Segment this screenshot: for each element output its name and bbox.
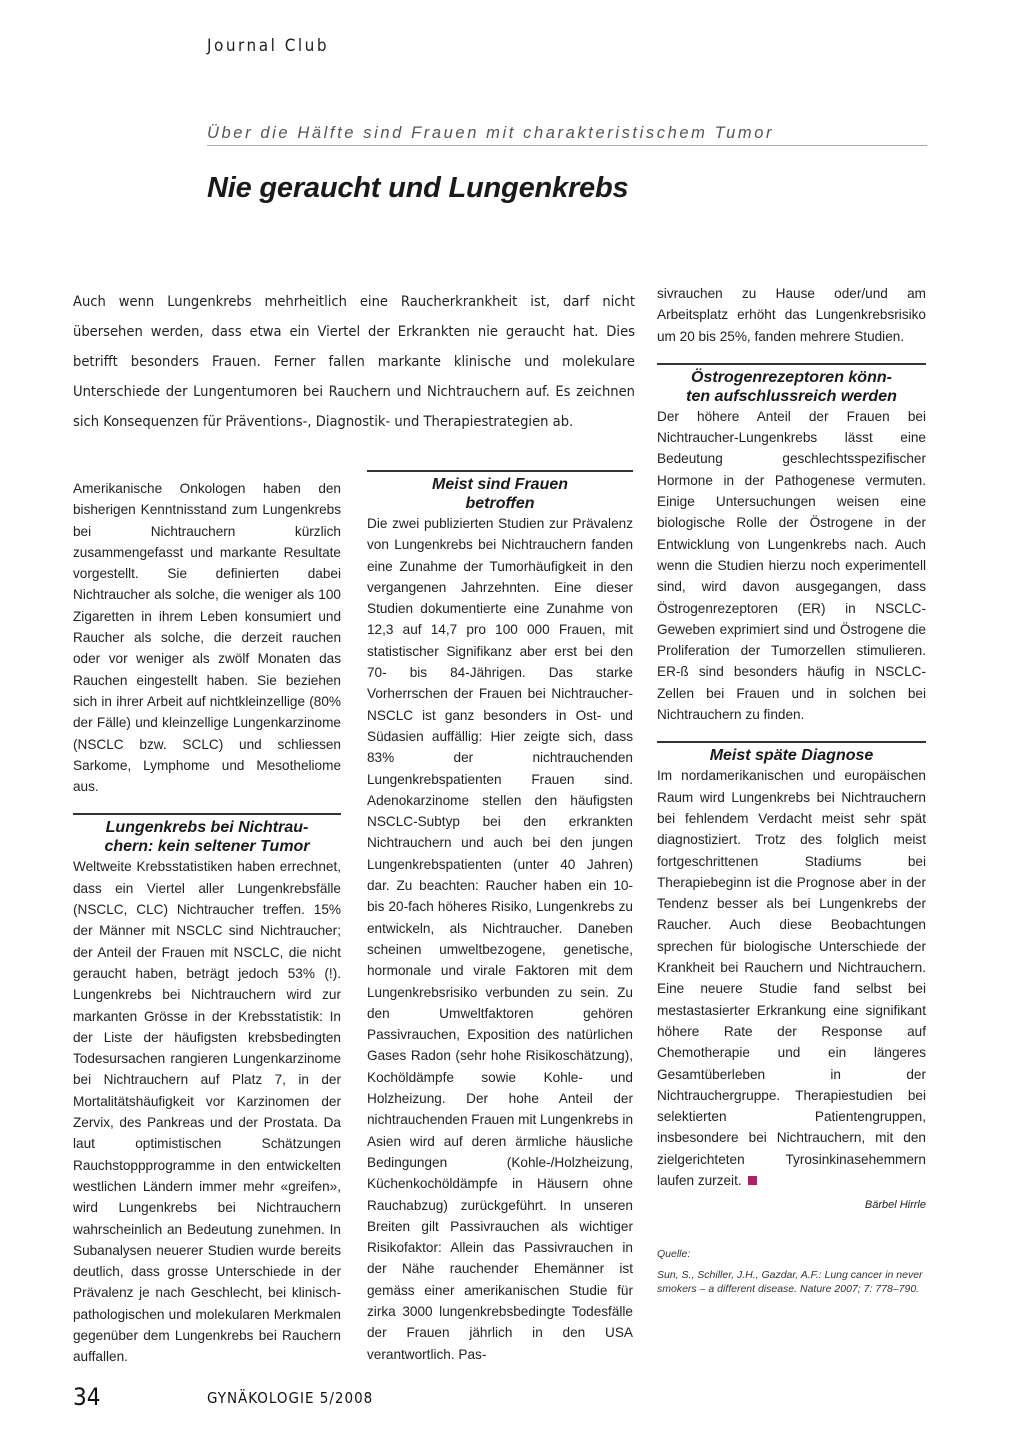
journal-issue: GYNÄKOLOGIE 5/2008 (207, 1389, 374, 1407)
section-label: Journal Club (207, 36, 330, 56)
page-number: 34 (73, 1383, 101, 1411)
column-1 (73, 478, 341, 1368)
subheading-women (367, 470, 633, 513)
body-paragraph-final (657, 765, 926, 1191)
column-2 (367, 470, 633, 1365)
subheading-diagnosis (657, 741, 926, 765)
source-citation: Sun, S., Schiller, J.H., Gazdar, A.F.: Lung cancer in never smokers – a different disease. Nature 2007; 7: 778–790. (657, 1269, 923, 1295)
continuation-paragraph: sivrauchen zu Hause oder/und am Arbeitsplatz erhöht das Lungenkrebsrisiko um 20 bis 25%, fanden mehrere Studien. (657, 286, 926, 344)
intro-paragraph: Amerikanische Onkologen haben den bisherigen Kenntnisstand zum Lungenkrebs bei Nichtrauchern kürzlich zusammengefasst und markante Resultate vorgestellt. Sie definierten dabei Nichtraucher als solche, die weniger als 100 Zigaretten in ihrem Leben konsumiert und Raucher als solche, die derzeit rauchen oder vor weniger als zwölf Monaten das Rauchen eingestellt haben. Sie beziehen sich in ihrer Arbeit auf nichtkleinzellige (80% der Fälle) und kleinzellige Lungenkarzinome (NSCLC bzw. SCLC) und schliessen Sarkome, Lymphome und Mesotheliome aus. (73, 481, 341, 795)
subheading-line: Östrogenrezeptoren könn- (691, 368, 892, 386)
subheading-line: chern: kein seltener Tumor (104, 838, 310, 856)
final-text: Im nordamerikanischen und europäischen Raum wird Lungenkrebs bei Nichtrauchern bei fehlendem Verdacht meist sehr spät diagnostiziert. Trotz des folglich meist fortgeschrittenen Stadiums bei Therapiebeginn ist die Prognose aber in der Tendenz besser als bei Lungenkrebs der Raucher. Auch diese Beobachtungen sprechen für biologische Unterschiede der Krankheit bei Rauchern und Nichtrauchern. Eine neuere Studie fand selbst bei mestastasierter Erkrankung eine signifikant höhere Rate der Response auf Chemotherapie und ein längeres Gesamtüberleben in der Nichtrauchergruppe. Therapiestudien bei selektierten Patientengruppen, insbesondere bei Nichtrauchern, mit den zielgerichteten Tyrosinkinasehemmern laufen zurzeit. (657, 768, 926, 1188)
end-mark-icon (748, 1176, 757, 1185)
body-paragraph: Weltweite Krebsstatistiken haben errechnet, dass ein Viertel aller Lungenkrebsfälle (NSCLC, CLC) Nichtraucher treffen. 15% der Männer mit NSCLC sind Nichtraucher; der Anteil der Frauen mit NSCLC, die nicht geraucht haben, beträgt jedoch 53% (!). Lungenkrebs bei Nichtrauchern wird zur markanten Grösse in der Krebsstatistik: In der Liste der häufigsten krebsbedingten Todesursachen rangieren Lungenkarzinome bei Nichtrauchern auf Platz 7, in der Mortalitätshäufigkeit vor Karzinomen der Zervix, des Pankreas und der Prostata. Da laut optimistischen Schätzungen Rauchstoppprogramme in den entwickelten westlichen Ländern immer mehr «greifen», wird Lungenkrebs bei Nichtrauchern wahrscheinlich an Bedeutung zunehmen. In Subanalysen neuerer Studien wurde bereits deutlich, dass grosse Unterschiede in der Prävalenz je nach Geschlecht, bei klinisch-pathologischen und molekularen Merkmalen gegenüber dem Lungenkrebs bei Rauchern auffallen. (73, 859, 341, 1365)
column-3 (657, 283, 926, 1191)
lead-text: Auch wenn Lungenkrebs mehrheitlich eine Raucherkrankheit ist, darf nicht übersehen werden, dass etwa ein Viertel der Erkrankten nie geraucht hat. Dies betrifft besonders Frauen. Ferner fallen markante klinische und molekulare Unterschiede der Lungentumoren bei Rauchern und Nichtrauchern auf. Es zeichnen sich Konsequenzen für Präventions-, Diagnostik- und Therapiestrategien ab. (73, 293, 635, 431)
body-paragraph: Die zwei publizierten Studien zur Prävalenz von Lungenkrebs bei Nichtrauchern fanden eine Zunahme der Tumorhäufigkeit in den vergangenen Jahrzehnten. Eine dieser Studien dokumentierte eine Zunahme von 12,3 auf 14,7 pro 100 000 Frauen, mit statistischer Signifikanz aber erst bei den 70- bis 84-Jährigen. Das starke Vorherrschen der Frauen bei Nichtraucher-NSCLC ist ganz besonders in Ost- und Südasien auffällig: Hier zeigte sich, dass 83% der nichtrauchenden Lungenkrebspatienten Frauen sind. Adenokarzinome stellen den häufigsten NSCLC-Subtyp bei den erkrankten Nichtrauchern und auch bei den jungen Lungenkrebspatienten (unter 40 Jahren) dar. Zu beachten: Raucher haben ein 10- bis 20-fach höheres Risiko, Lungenkrebs zu entwickeln, als Nichtraucher. Daneben scheinen umweltbezogene, genetische, hormonale und virale Faktoren mit dem Lungenkrebsrisiko verbunden zu sein. Zu den Umweltfaktoren gehören Passivrauchen, Exposition des natürlichen Gases Radon (sehr hohe Risikoschätzung), Kochöldämpfe sowie Kohle- und Holzheizung. Der hohe Anteil der nichtrauchenden Frauen mit Lungenkrebs in Asien wird auf deren ärmliche häusliche Bedingungen (Kohle-/Holzheizung, Küchenkochöldämpfe in Häusern ohne Rauchabzug) zurückgeführt. In unseren Breiten gilt Passivrauchen als wichtiger Risikofaktor: Allein das Passivrauchen in der Nähe rauchender Ehemänner ist gemäss einer amerikanischen Studie für zirka 3000 lungenkrebsbedingte Todesfälle der Frauen jährlich in den USA verantwortlich. Pas- (367, 516, 634, 1362)
body-paragraph: Der höhere Anteil der Frauen bei Nichtraucher-Lungenkrebs lässt eine Bedeutung geschlechtsspezifischer Hormone in der Pathogenese vermuten. Einige Untersuchungen weisen eine biologische Rolle der Östrogene in der Entwicklung von Lungenkrebs nach. Auch wenn die Studien hierzu noch experimentell sind, wird davon ausgegangen, dass Östrogenrezeptoren (ER) in NSCLC-Geweben exprimiert sind und Östrogene die Proliferation der Tumorzellen stimulieren. ER-ß sind besonders häufig in NSCLC-Zellen bei Frauen und in solchen bei Nichtrauchern zu finden. (657, 408, 926, 723)
source-label: Quelle: (657, 1248, 691, 1260)
subheading-nonsmokers (73, 813, 341, 856)
subheading-estrogen (657, 363, 926, 406)
subheading-line: Meist sind Frauen (431, 476, 569, 493)
author: Bärbel Hirrle (864, 1199, 926, 1211)
article-lead (73, 287, 635, 437)
subheading-line: Meist späte Diagnose (709, 747, 874, 765)
subheading-line: betroffen (465, 495, 535, 512)
subheading-line: Lungenkrebs bei Nichtrau- (105, 819, 309, 837)
subheading-line: ten aufschlussreich werden (686, 387, 897, 405)
article-title: Nie geraucht und Lungenkrebs (207, 172, 629, 204)
article-kicker: Über die Hälfte sind Frauen mit charakteristischem Tumor (207, 124, 927, 146)
